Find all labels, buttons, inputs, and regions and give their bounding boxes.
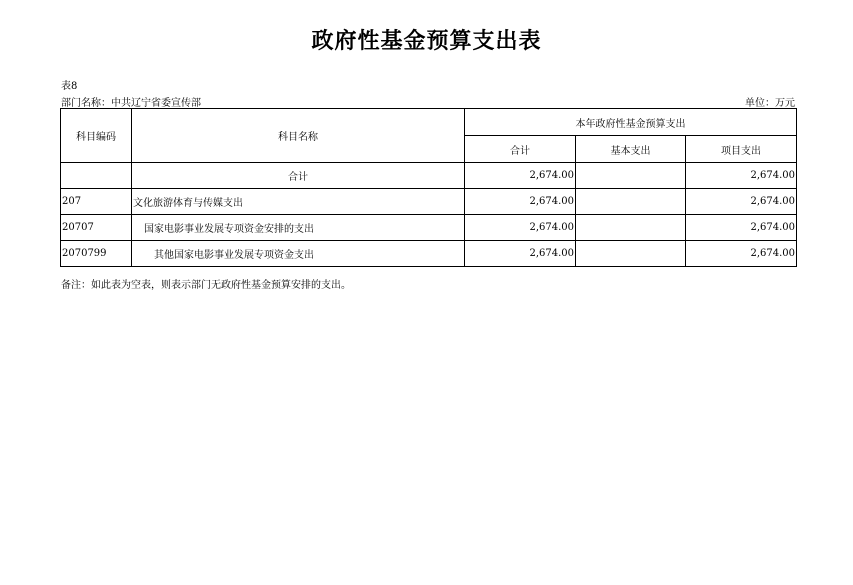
row-basic xyxy=(576,241,686,267)
row-project: 2,674.00 xyxy=(686,189,797,215)
unit-label: 单位：万元 xyxy=(745,98,795,109)
row-total: 2,674.00 xyxy=(465,189,576,215)
header-row-1 xyxy=(61,109,797,136)
row-total: 2,674.00 xyxy=(465,163,576,189)
expenditure-table xyxy=(60,108,797,267)
table-row xyxy=(61,241,797,267)
row-name: 文化旅游体育与传媒支出 xyxy=(132,189,465,215)
row-project: 2,674.00 xyxy=(686,163,797,189)
header-total: 合计 xyxy=(465,136,576,163)
header-code: 科目编码 xyxy=(61,109,132,163)
header-group: 本年政府性基金预算支出 xyxy=(465,109,797,136)
page-title: 政府性基金预算支出表 xyxy=(311,29,542,54)
row-code xyxy=(61,163,132,189)
row-code: 2070799 xyxy=(61,241,132,267)
table-row-total xyxy=(61,163,797,189)
department-name: 部门名称：中共辽宁省委宣传部 xyxy=(61,98,201,109)
footnote: 备注：如此表为空表，则表示部门无政府性基金预算安排的支出。 xyxy=(61,280,351,291)
row-total: 2,674.00 xyxy=(465,215,576,241)
row-total: 2,674.00 xyxy=(465,241,576,267)
row-name: 国家电影事业发展专项资金安排的支出 xyxy=(132,215,465,241)
row-basic xyxy=(576,215,686,241)
header-basic: 基本支出 xyxy=(576,136,686,163)
row-name: 合计 xyxy=(132,163,465,189)
row-basic xyxy=(576,163,686,189)
row-code: 207 xyxy=(61,189,132,215)
table-number: 表8 xyxy=(61,81,78,92)
table-row xyxy=(61,189,797,215)
row-code: 20707 xyxy=(61,215,132,241)
row-project: 2,674.00 xyxy=(686,215,797,241)
row-name: 其他国家电影事业发展专项资金支出 xyxy=(132,241,465,267)
row-project: 2,674.00 xyxy=(686,241,797,267)
header-project: 项目支出 xyxy=(686,136,797,163)
table-row xyxy=(61,215,797,241)
header-name: 科目名称 xyxy=(132,109,465,163)
row-basic xyxy=(576,189,686,215)
